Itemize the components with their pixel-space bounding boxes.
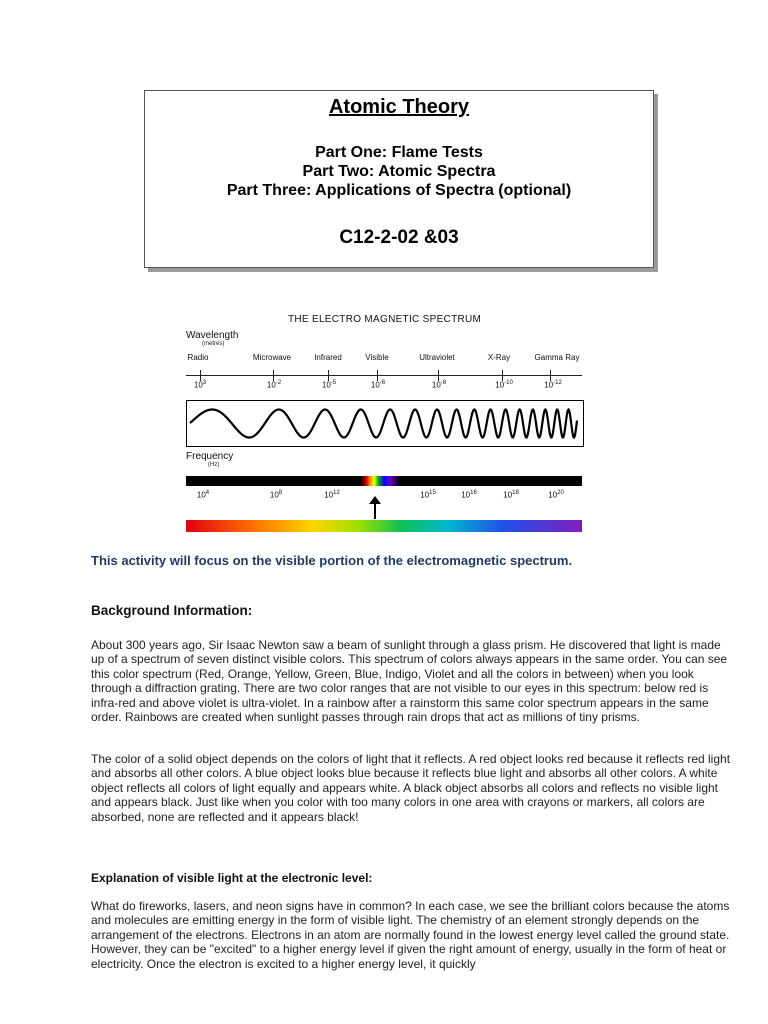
- wavelength-value: $10^{-12}$: [544, 380, 562, 390]
- frequency-bar: [186, 476, 582, 486]
- region-microwave: Microwave: [252, 353, 292, 362]
- wave-diagram: [186, 400, 584, 447]
- visible-spectrum-bar: [186, 520, 582, 532]
- frequency-value: $10^{12}$: [324, 490, 340, 500]
- wavelength-label: Wavelength: [186, 330, 239, 341]
- frequency-unit: (Hz): [208, 462, 220, 468]
- frequency-value: $10^{20}$: [548, 490, 564, 500]
- background-heading: Background Information:: [91, 603, 253, 618]
- wavelength-value: $10^3$: [193, 380, 207, 390]
- part-three: Part Three: Applications of Spectra (optional): [226, 182, 572, 199]
- frequency-value: $10^8$: [269, 490, 283, 500]
- frequency-value: $10^{15}$: [420, 490, 436, 500]
- wavelength-value: $10^{-2}$: [266, 380, 282, 390]
- region-radio: Radio: [187, 353, 209, 362]
- region-infrared: Infrared: [314, 353, 342, 362]
- wavelength-value: $10^{-10}$: [495, 380, 513, 390]
- em-spectrum-figure: [180, 310, 590, 540]
- focus-statement: This activity will focus on the visible portion of the electromagnetic spectrum.: [91, 553, 573, 568]
- region-xray: X-Ray: [487, 353, 511, 362]
- spectrum-title: THE ELECTRO MAGNETIC SPECTRUM: [288, 314, 482, 325]
- region-gamma-ray: Gamma Ray: [534, 353, 580, 362]
- frequency-value: $10^{18}$: [503, 490, 519, 500]
- background-paragraph-2: The color of a solid object depends on the colors of light that it reflects. A red object looks red because it reflects red light and absorbs all other colors. A blue object looks blue because it reflects blue light and absorbs all other colors. A white object reflects all colors of light equally and appears white. A black object absorbs all colors and reflects no visible light and appears black. Just like when you color with too many colors in one area with crayons or markers, all colors are absorbed, none are reflected and it appears black!: [91, 752, 731, 824]
- document-title: Atomic Theory: [328, 96, 470, 118]
- frequency-label: Frequency: [186, 451, 234, 462]
- part-one: Part One: Flame Tests: [315, 144, 483, 161]
- wavelength-value: $10^{-6}$: [370, 380, 386, 390]
- wavelength-unit: (metres): [202, 341, 225, 347]
- frequency-value: $10^{16}$: [461, 490, 477, 500]
- wavelength-value: $10^{-8}$: [431, 380, 447, 390]
- parts-list: [145, 143, 653, 200]
- arrow-shaft: [374, 502, 376, 519]
- region-visible: Visible: [365, 353, 389, 362]
- frequency-value: $10^4$: [196, 490, 210, 500]
- electronic-level-paragraph: What do fireworks, lasers, and neon signs have in common? In each case, we see the brilliant colors because the atoms and molecules are emitting energy in the form of visible light. The chemistry of an element strongly depends on the arrangement of the electrons. Electrons in an atom are normally found in the lowest energy level called the ground state. However, they can be "excited" to a higher energy level if given the right amount of energy, usually in the form of heat or electricity. Once the electron is excited to a higher energy level, it quickly: [91, 899, 730, 971]
- wavelength-axis: [186, 375, 582, 376]
- part-two: Part Two: Atomic Spectra: [302, 163, 496, 180]
- background-paragraph-1: About 300 years ago, Sir Isaac Newton saw a beam of sunlight through a glass prism. He discovered that light is made up of a spectrum of seven distinct visible colors. This spectrum of colors always appears in the same order. You can see this color spectrum (Red, Orange, Yellow, Green, Blue, Indigo, Violet and all the colors in between) when you look through a diffraction grating. There are two color ranges that are not visible to our eyes in this spectrum: below red is infra-red and above violet is ultra-violet. In a rainbow after a rainstorm this same color spectrum appears in the same order. Rainbows are created when sunlight passes through rain drops that act as millions of tiny prisms.: [91, 638, 728, 725]
- title-box: [144, 90, 654, 268]
- region-ultraviolet: Ultraviolet: [419, 353, 455, 362]
- wavelength-value: $10^{-5}$: [321, 380, 337, 390]
- wave-line: [187, 401, 583, 446]
- curriculum-code: C12-2-02 &03: [339, 227, 459, 248]
- electronic-level-heading: Explanation of visible light at the electronic level:: [91, 871, 373, 885]
